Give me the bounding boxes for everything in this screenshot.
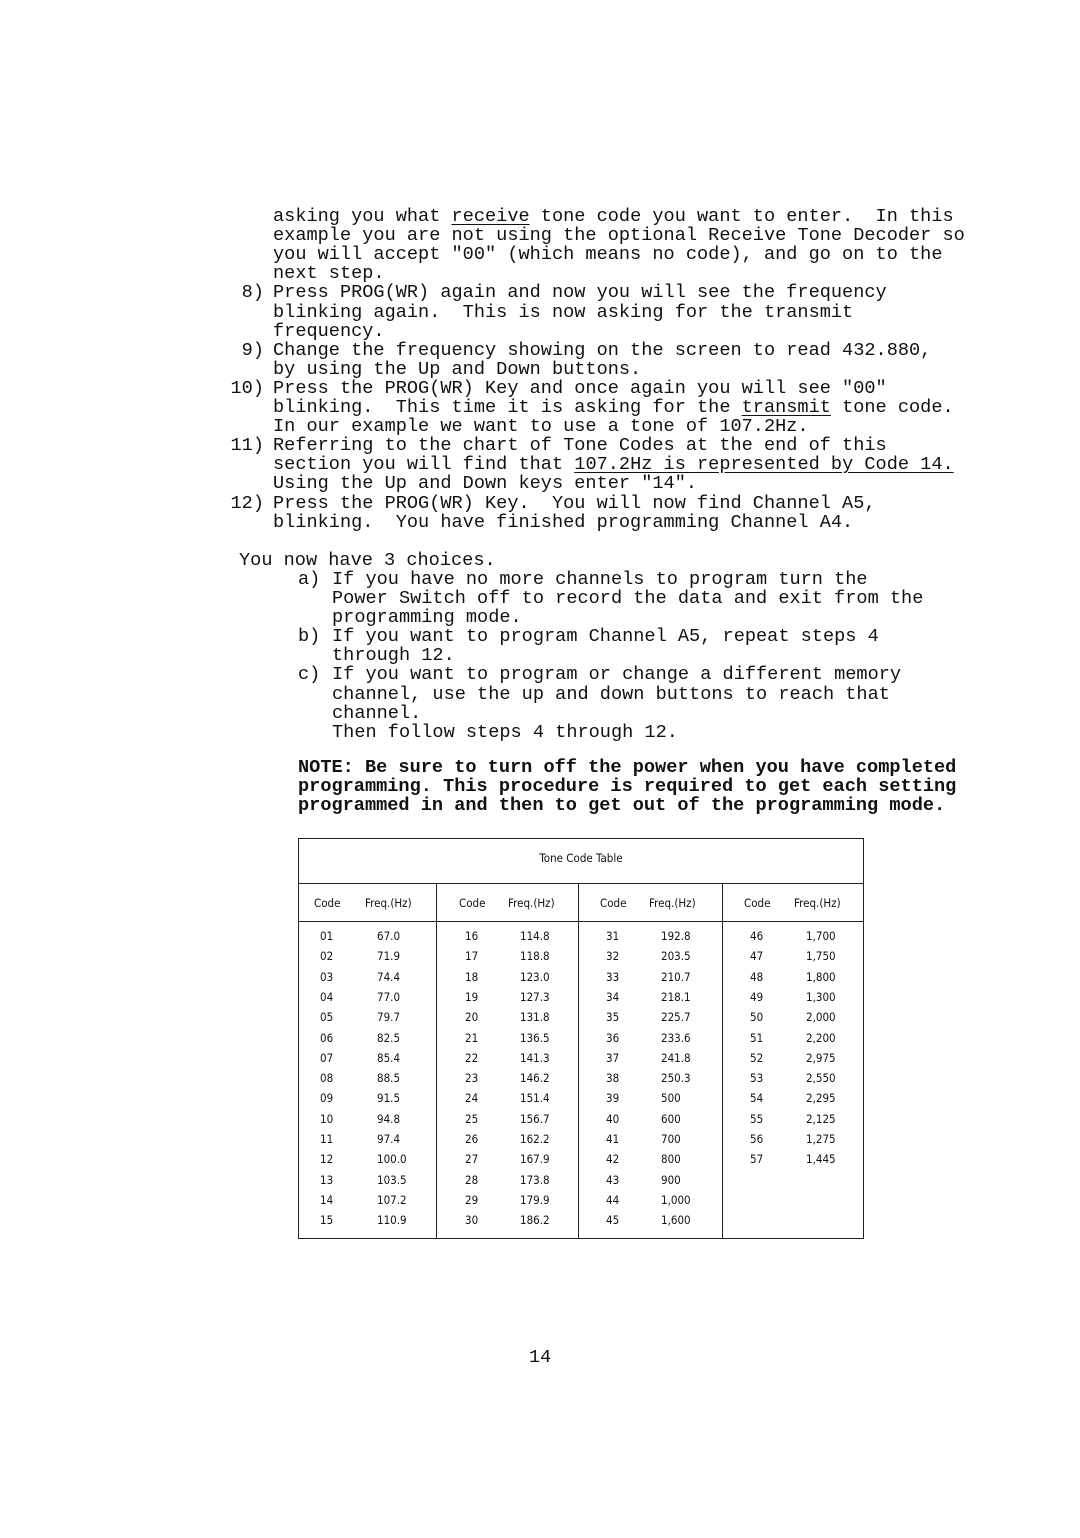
tone-frequency: 77.0 bbox=[377, 989, 401, 1004]
tone-frequency: 210.7 bbox=[661, 969, 691, 984]
tone-code: 24 bbox=[465, 1091, 479, 1106]
step-line bbox=[273, 417, 809, 436]
tone-frequency: 1,000 bbox=[661, 1192, 691, 1207]
tone-code: 04 bbox=[320, 989, 334, 1004]
tone-code: 30 bbox=[465, 1213, 479, 1228]
underlined-text: 107.2Hz is represented by Code 14. bbox=[574, 454, 954, 476]
tone-code: 35 bbox=[606, 1010, 620, 1025]
step-number: 9) bbox=[241, 339, 264, 361]
step-line bbox=[273, 398, 954, 417]
step-line bbox=[273, 303, 853, 322]
tone-frequency: 82.5 bbox=[377, 1030, 401, 1045]
column-header-freq: Freq.(Hz) bbox=[649, 896, 696, 910]
tone-frequency: 67.0 bbox=[377, 929, 401, 943]
choice-line: channel, use the up and down buttons to reach that bbox=[332, 683, 890, 705]
column-header-freq: Freq.(Hz) bbox=[508, 896, 555, 910]
tone-frequency: 186.2 bbox=[520, 1213, 550, 1228]
tone-code: 05 bbox=[320, 1010, 334, 1025]
step-line bbox=[273, 474, 697, 493]
choice-line: Power Switch off to record the data and exit from the bbox=[332, 588, 924, 609]
tone-code: 37 bbox=[606, 1050, 620, 1065]
tone-code: 02 bbox=[320, 949, 334, 964]
column-header-freq: Freq.(Hz) bbox=[365, 896, 412, 910]
tone-code: 14 bbox=[320, 1192, 334, 1207]
tone-code: 47 bbox=[750, 949, 764, 964]
intro-line bbox=[273, 226, 965, 245]
tone-frequency: 94.8 bbox=[377, 1111, 401, 1126]
tone-code: 23 bbox=[465, 1071, 479, 1086]
column-header-code: Code bbox=[600, 896, 627, 910]
step-line bbox=[273, 455, 954, 474]
tone-code: 03 bbox=[320, 969, 334, 984]
tone-code: 50 bbox=[750, 1010, 764, 1025]
tone-code: 06 bbox=[320, 1030, 334, 1045]
tone-code: 20 bbox=[465, 1010, 479, 1025]
tone-frequency: 900 bbox=[661, 1172, 681, 1187]
choice-label: b) bbox=[298, 626, 321, 648]
tone-frequency: 167.9 bbox=[520, 1152, 550, 1167]
tone-code: 52 bbox=[750, 1050, 764, 1065]
tone-frequency: 179.9 bbox=[520, 1192, 550, 1207]
text-segment: Using the Up and Down keys enter "14". bbox=[273, 473, 698, 495]
choice-line: If you have no more channels to program turn the bbox=[332, 568, 868, 590]
underlined-text: transmit bbox=[741, 397, 831, 418]
text-segment: frequency. bbox=[273, 320, 385, 342]
tone-frequency: 141.3 bbox=[520, 1050, 550, 1065]
tone-frequency: 79.7 bbox=[377, 1010, 401, 1025]
tone-frequency: 225.7 bbox=[661, 1010, 691, 1025]
step-number: 11) bbox=[230, 435, 264, 457]
text-segment: you will accept "00" (which means no code), and go on to the bbox=[273, 244, 943, 266]
tone-code: 48 bbox=[750, 969, 764, 984]
tone-code: 22 bbox=[465, 1050, 479, 1065]
tone-frequency: 2,000 bbox=[806, 1010, 836, 1025]
step-line bbox=[273, 379, 887, 398]
tone-code: 40 bbox=[606, 1111, 620, 1126]
header-top-divider bbox=[299, 883, 863, 884]
step-line bbox=[273, 360, 641, 379]
tone-code: 10 bbox=[320, 1111, 334, 1126]
tone-frequency: 123.0 bbox=[520, 969, 550, 984]
tone-code: 41 bbox=[606, 1132, 620, 1146]
text-segment: tone code. bbox=[830, 397, 954, 418]
step-line bbox=[273, 436, 887, 455]
tone-frequency: 1,600 bbox=[661, 1213, 691, 1228]
tone-code: 34 bbox=[606, 989, 620, 1004]
tone-code: 08 bbox=[320, 1071, 334, 1086]
choice-line: Then follow steps 4 through 12. bbox=[332, 721, 678, 743]
tone-code: 09 bbox=[320, 1091, 334, 1106]
tone-code: 01 bbox=[320, 929, 334, 943]
text-segment: In our example we want to use a tone of 107.2Hz. bbox=[273, 416, 809, 438]
note-line: NOTE: Be sure to turn off the power when you have completed bbox=[298, 757, 957, 778]
step-number: 12) bbox=[230, 492, 264, 514]
text-segment: blinking. This time it is asking for the bbox=[273, 397, 742, 418]
tone-code: 33 bbox=[606, 969, 620, 984]
column-header-code: Code bbox=[744, 896, 771, 910]
choice-line: through 12. bbox=[332, 645, 455, 667]
tone-code: 54 bbox=[750, 1091, 764, 1106]
column-header-code: Code bbox=[314, 896, 341, 910]
text-segment: example you are not using the optional Receive Tone Decoder so bbox=[273, 225, 965, 247]
tone-code: 51 bbox=[750, 1030, 764, 1045]
tone-code: 19 bbox=[465, 989, 479, 1004]
tone-code: 13 bbox=[320, 1172, 334, 1187]
tone-frequency: 136.5 bbox=[520, 1030, 550, 1045]
tone-frequency: 1,275 bbox=[806, 1132, 836, 1146]
tone-frequency: 241.8 bbox=[661, 1050, 691, 1065]
tone-code: 56 bbox=[750, 1132, 764, 1146]
tone-frequency: 1,300 bbox=[806, 989, 836, 1004]
tone-frequency: 162.2 bbox=[520, 1132, 550, 1146]
text-segment: Change the frequency showing on the screen to read 432.880, bbox=[273, 339, 932, 361]
step-number: 8) bbox=[241, 282, 264, 304]
tone-code: 45 bbox=[606, 1213, 620, 1228]
tone-code: 16 bbox=[465, 929, 479, 943]
tone-frequency: 107.2 bbox=[377, 1192, 407, 1207]
tone-frequency: 2,295 bbox=[806, 1091, 836, 1106]
header-bottom-divider bbox=[299, 921, 863, 922]
text-segment: Press the PROG(WR) Key. You will now find Channel A5, bbox=[273, 492, 876, 514]
tone-code: 57 bbox=[750, 1152, 764, 1167]
tone-code: 26 bbox=[465, 1132, 479, 1146]
tone-code: 44 bbox=[606, 1192, 620, 1207]
tone-frequency: 2,550 bbox=[806, 1071, 836, 1086]
text-segment: by using the Up and Down buttons. bbox=[273, 358, 642, 380]
tone-frequency: 103.5 bbox=[377, 1172, 407, 1187]
tone-frequency: 1,445 bbox=[806, 1152, 836, 1167]
tone-code: 15 bbox=[320, 1213, 334, 1228]
tone-frequency: 233.6 bbox=[661, 1030, 691, 1045]
tone-frequency: 203.5 bbox=[661, 949, 691, 964]
tone-frequency: 97.4 bbox=[377, 1132, 401, 1146]
tone-code: 07 bbox=[320, 1050, 334, 1065]
step-line bbox=[273, 322, 385, 341]
text-segment: blinking. You have finished programming Channel A4. bbox=[273, 511, 854, 533]
tone-frequency: 91.5 bbox=[377, 1091, 401, 1106]
intro-line bbox=[273, 207, 954, 226]
tone-frequency: 110.9 bbox=[377, 1213, 407, 1228]
tone-frequency: 500 bbox=[661, 1091, 681, 1106]
tone-frequency: 2,200 bbox=[806, 1030, 836, 1045]
step-line bbox=[273, 341, 931, 360]
tone-code: 27 bbox=[465, 1152, 479, 1167]
tone-code: 46 bbox=[750, 929, 764, 943]
column-header-code: Code bbox=[459, 896, 486, 910]
tone-frequency: 600 bbox=[661, 1111, 681, 1126]
tone-frequency: 1,750 bbox=[806, 949, 836, 964]
tone-code: 21 bbox=[465, 1030, 479, 1045]
note-line: programming. This procedure is required to get each setting bbox=[298, 776, 957, 798]
tone-code: 38 bbox=[606, 1071, 620, 1086]
tone-frequency: 114.8 bbox=[520, 929, 550, 943]
intro-line bbox=[273, 264, 385, 283]
tone-code: 49 bbox=[750, 989, 764, 1004]
choices-intro: You now have 3 choices. bbox=[239, 549, 496, 571]
tone-frequency: 131.8 bbox=[520, 1010, 550, 1025]
text-segment: Press the PROG(WR) Key and once again you will see "00" bbox=[273, 377, 887, 399]
column-header-freq: Freq.(Hz) bbox=[794, 896, 841, 910]
tone-code: 29 bbox=[465, 1192, 479, 1207]
step-line bbox=[273, 513, 853, 532]
tone-frequency: 173.8 bbox=[520, 1172, 550, 1187]
tone-frequency: 146.2 bbox=[520, 1071, 550, 1086]
table-title: Tone Code Table bbox=[539, 851, 623, 865]
step-line bbox=[273, 494, 876, 513]
tone-code: 25 bbox=[465, 1111, 479, 1126]
tone-frequency: 700 bbox=[661, 1132, 681, 1146]
tone-frequency: 88.5 bbox=[377, 1071, 401, 1086]
tone-code: 55 bbox=[750, 1111, 764, 1126]
tone-frequency: 800 bbox=[661, 1152, 681, 1167]
tone-frequency: 1,700 bbox=[806, 929, 836, 943]
choice-line: If you want to program Channel A5, repeat steps 4 bbox=[332, 626, 879, 648]
text-segment: section you will find that bbox=[273, 454, 575, 476]
tone-frequency: 192.8 bbox=[661, 929, 691, 943]
choice-line: channel. bbox=[332, 702, 422, 724]
tone-frequency: 250.3 bbox=[661, 1071, 691, 1086]
text-segment: Referring to the chart of Tone Codes at the end of this bbox=[273, 435, 887, 457]
tone-frequency: 151.4 bbox=[520, 1091, 550, 1106]
tone-frequency: 127.3 bbox=[520, 989, 550, 1004]
tone-code: 39 bbox=[606, 1091, 620, 1106]
choice-line: programming mode. bbox=[332, 607, 522, 629]
column-divider bbox=[578, 883, 579, 1238]
tone-frequency: 71.9 bbox=[377, 949, 401, 964]
tone-code: 17 bbox=[465, 949, 479, 964]
tone-code: 36 bbox=[606, 1030, 620, 1045]
tone-code: 43 bbox=[606, 1172, 620, 1187]
page-number: 14 bbox=[528, 1347, 552, 1368]
tone-frequency: 74.4 bbox=[377, 969, 401, 984]
tone-frequency: 1,800 bbox=[806, 969, 836, 984]
tone-code: 18 bbox=[465, 969, 479, 984]
intro-line bbox=[273, 245, 942, 264]
column-divider bbox=[722, 883, 723, 1238]
tone-frequency: 218.1 bbox=[661, 989, 691, 1004]
tone-code: 32 bbox=[606, 949, 620, 964]
choice-label: c) bbox=[298, 664, 321, 686]
tone-frequency: 100.0 bbox=[377, 1152, 407, 1167]
step-line bbox=[273, 283, 887, 302]
text-segment: asking you what bbox=[273, 206, 452, 227]
text-segment: Press PROG(WR) again and now you will see the frequency bbox=[273, 282, 887, 304]
text-segment: next step. bbox=[273, 263, 385, 285]
tone-frequency: 156.7 bbox=[520, 1111, 550, 1126]
tone-code: 53 bbox=[750, 1071, 764, 1086]
tone-code: 31 bbox=[606, 929, 620, 943]
note-line: programmed in and then to get out of the programming mode. bbox=[298, 795, 946, 817]
tone-code: 11 bbox=[320, 1132, 334, 1146]
underlined-text: receive bbox=[451, 206, 530, 227]
tone-frequency: 2,125 bbox=[806, 1111, 836, 1126]
tone-frequency: 118.8 bbox=[520, 949, 550, 964]
tone-code: 12 bbox=[320, 1152, 334, 1167]
choice-line: If you want to program or change a different memory bbox=[332, 664, 902, 686]
tone-frequency: 2,975 bbox=[806, 1050, 836, 1065]
text-segment: blinking again. This is now asking for the transmit bbox=[273, 301, 854, 323]
text-segment: tone code you want to enter. In this bbox=[529, 206, 954, 227]
column-divider bbox=[436, 883, 437, 1238]
tone-frequency: 85.4 bbox=[377, 1050, 401, 1065]
tone-code: 28 bbox=[465, 1172, 479, 1187]
tone-code: 42 bbox=[606, 1152, 620, 1167]
choice-label: a) bbox=[298, 568, 321, 590]
step-number: 10) bbox=[230, 377, 264, 399]
tone-code-table bbox=[298, 838, 864, 1239]
